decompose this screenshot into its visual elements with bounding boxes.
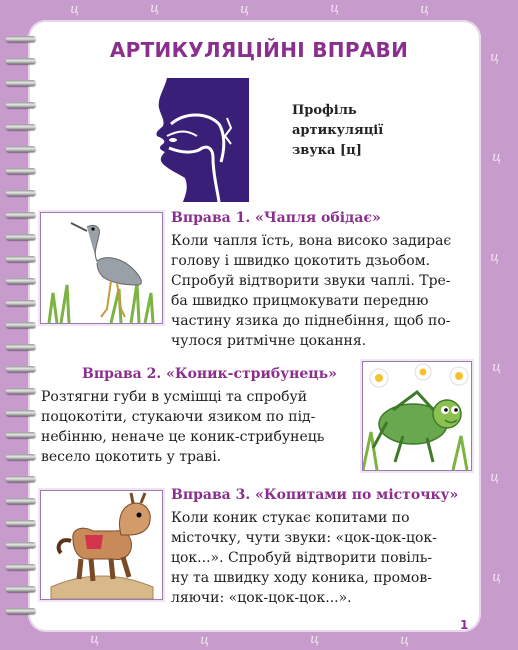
border-letter: ц: [492, 360, 502, 375]
exercise-3-title: Вправа 3. «Копитами по місточку»: [171, 487, 459, 503]
page-title: АРТИКУЛЯЦІЙНІ ВПРАВИ: [109, 38, 409, 62]
profile-label: [292, 101, 432, 161]
border-letter: ц: [70, 2, 80, 17]
border-letter: ц: [420, 2, 430, 17]
exercise-2-line: весело цокотить у траві.: [41, 449, 222, 465]
exercise-2-title: Вправа 2. «Коник-стрибунець»: [82, 366, 337, 382]
border-letter: ц: [492, 570, 502, 585]
border-letter: ц: [490, 50, 500, 65]
border-letter: ц: [330, 1, 340, 16]
heron-image: [40, 212, 163, 324]
exercise-1-line: чулося ритмічне цокання.: [171, 333, 367, 349]
border-letter: ц: [490, 470, 500, 485]
exercise-1-line: голову і швидко цокотить дзьобом.: [171, 253, 431, 269]
border-letter: ц: [200, 633, 210, 648]
exercise-1-text: [171, 231, 471, 351]
exercise-3-line: ну та швидку ходу коника, промов-: [171, 570, 432, 586]
pony-image: [40, 490, 163, 600]
border-letter: ц: [310, 632, 320, 647]
border-letter: ц: [240, 2, 250, 17]
exercise-1-line: ба швидко прицмокувати передню: [171, 293, 429, 309]
profile-label-line: Профіль: [292, 103, 357, 118]
exercise-3-line: ляючи: «цок-цок-цок...».: [171, 590, 352, 606]
exercise-3-text: [171, 508, 471, 608]
articulation-profile-image: [127, 78, 249, 202]
exercise-1-line: частину язика до піднебіння, щоб по-: [171, 313, 451, 329]
exercise-1-title: Вправа 1. «Чапля обідає»: [171, 210, 381, 226]
exercise-3-line: місточку, чути звуки: «цок-цок-цок-: [171, 530, 437, 546]
exercise-1-line: Коли чапля їсть, вона високо задирає: [171, 233, 452, 249]
exercise-1-line: Спробуй відтворити звуки чаплі. Тре-: [171, 273, 451, 289]
border-letter: ц: [90, 632, 100, 647]
page-number: 1: [460, 618, 469, 632]
border-letter: ц: [492, 150, 502, 165]
border-letter: ц: [490, 250, 500, 265]
exercise-2-line: небінню, неначе це коник-стрибунець: [41, 429, 325, 445]
exercise-2-line: поцокотіти, стукаючи язиком по під-: [41, 409, 316, 425]
exercise-3-line: Коли коник стукає копитами по: [171, 510, 410, 526]
profile-label-line: артикуляції: [292, 123, 384, 138]
exercise-2-line: Розтягни губи в усмішці та спробуй: [41, 389, 308, 405]
border-letter: ц: [150, 1, 160, 16]
border-letter: ц: [400, 633, 410, 648]
grasshopper-image: [362, 361, 472, 471]
profile-label-line: звука [ц]: [292, 143, 362, 158]
exercise-2-text: [41, 387, 351, 467]
exercise-3-line: цок...». Спробуй відтворити повіль-: [171, 550, 433, 566]
